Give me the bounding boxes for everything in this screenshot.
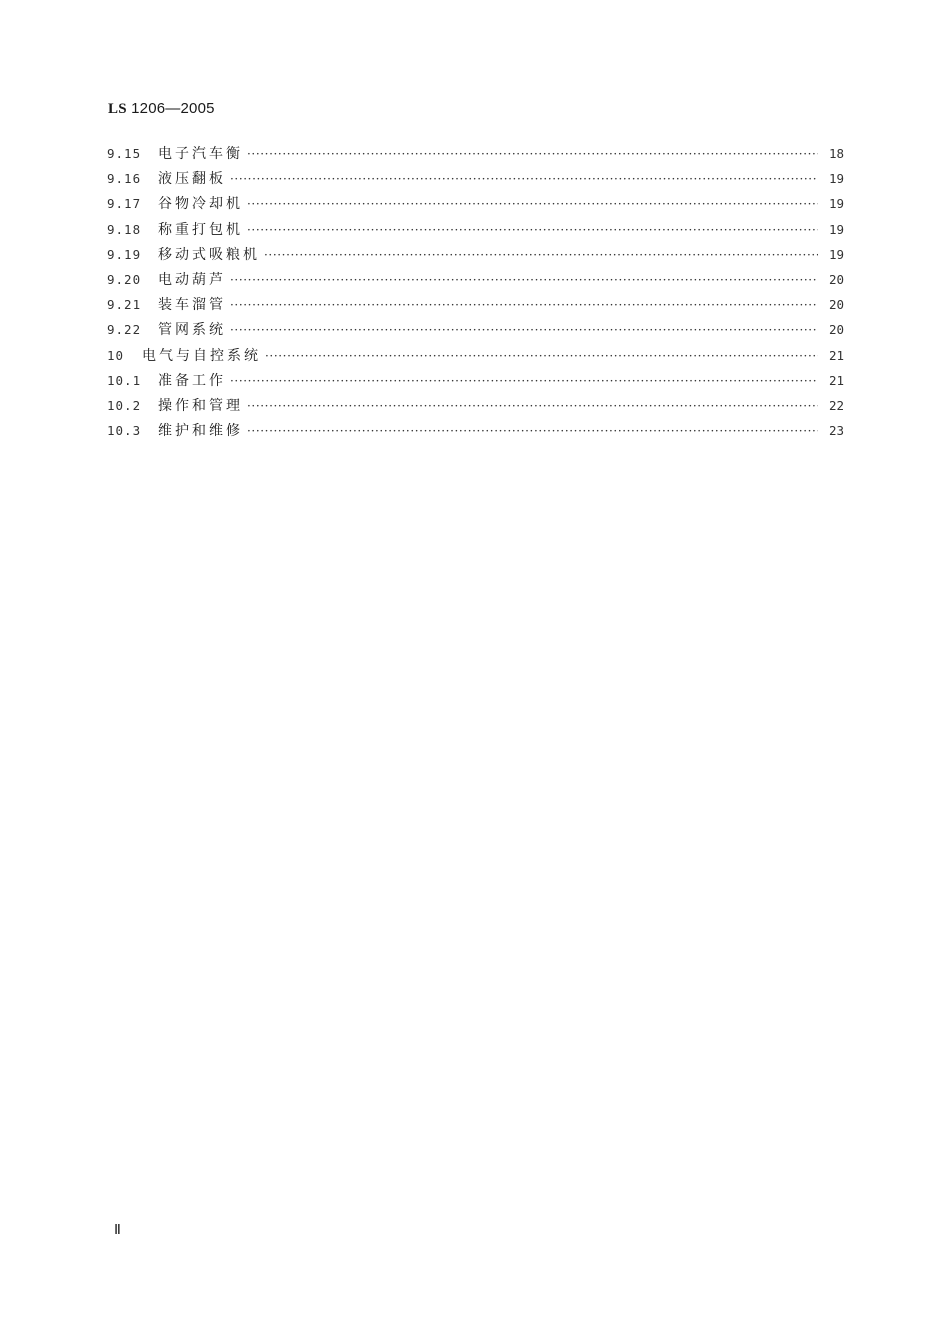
toc-section-title: 维护和维修 <box>158 423 243 440</box>
document-code-header <box>108 100 215 118</box>
table-of-contents <box>107 143 844 445</box>
toc-entry[interactable] <box>107 193 844 218</box>
toc-section-title: 准备工作 <box>158 372 226 389</box>
toc-dot-leader <box>230 323 818 337</box>
toc-entry[interactable] <box>107 420 844 445</box>
toc-dot-leader <box>247 424 818 438</box>
toc-dot-leader <box>247 399 818 413</box>
toc-section-title: 操作和管理 <box>158 397 243 414</box>
toc-section-number: 9.15 <box>107 146 142 161</box>
toc-dot-leader <box>230 298 818 312</box>
toc-entry[interactable] <box>107 219 844 244</box>
toc-section-number: 9.17 <box>107 196 142 212</box>
standard-number: 1206—2005 <box>131 100 215 117</box>
toc-entry[interactable] <box>107 294 844 319</box>
toc-section-title: 管网系统 <box>158 322 226 339</box>
toc-page-number: 22 <box>828 397 844 413</box>
toc-dot-leader <box>230 374 818 388</box>
toc-page-number: 20 <box>828 322 844 338</box>
toc-section-title: 电气与自控系统 <box>142 347 261 364</box>
toc-dot-leader <box>247 197 818 211</box>
toc-page-number: 20 <box>828 271 844 287</box>
standard-prefix: LS <box>108 101 127 117</box>
toc-section-title: 谷物冷却机 <box>158 196 243 213</box>
toc-section-number: 10.1 <box>107 372 142 388</box>
toc-section-number: 10.3 <box>107 423 142 439</box>
toc-page-number: 21 <box>828 372 844 388</box>
toc-dot-leader <box>264 248 818 262</box>
toc-entry[interactable] <box>107 244 844 269</box>
toc-entry[interactable] <box>107 168 844 193</box>
toc-dot-leader <box>230 273 818 287</box>
toc-entry[interactable] <box>107 395 844 420</box>
toc-dot-leader <box>247 147 818 161</box>
toc-entry[interactable] <box>107 370 844 395</box>
toc-page-number: 20 <box>828 297 844 313</box>
toc-page-number: 23 <box>828 423 844 439</box>
toc-section-title: 电动葫芦 <box>158 271 226 288</box>
toc-entry[interactable] <box>107 345 844 370</box>
toc-section-number: 9.21 <box>107 297 142 313</box>
toc-page-number: 19 <box>828 196 844 212</box>
toc-entry[interactable] <box>107 319 844 344</box>
toc-section-title: 液压翻板 <box>158 171 226 188</box>
toc-section-title: 移动式吸粮机 <box>158 246 260 263</box>
toc-section-number: 10.2 <box>107 397 142 413</box>
toc-section-number: 9.20 <box>107 271 142 287</box>
toc-page-number: 19 <box>828 221 844 237</box>
toc-section-number: 9.19 <box>107 246 142 262</box>
toc-entry[interactable] <box>107 269 844 294</box>
toc-section-title: 称重打包机 <box>158 221 243 238</box>
toc-page-number: 18 <box>828 146 844 161</box>
toc-page-number: 19 <box>828 246 844 262</box>
toc-page-number: 19 <box>828 171 844 187</box>
toc-dot-leader <box>247 223 818 237</box>
toc-section-title: 电子汽车衡 <box>158 146 243 162</box>
toc-section-number: 10 <box>107 347 125 363</box>
page-number-footer: Ⅱ <box>114 1223 121 1238</box>
toc-section-number: 9.18 <box>107 221 142 237</box>
toc-section-title: 装车溜管 <box>158 297 226 314</box>
toc-section-number: 9.22 <box>107 322 142 338</box>
toc-dot-leader <box>265 349 818 363</box>
toc-dot-leader <box>230 172 818 186</box>
toc-entry[interactable] <box>107 143 844 168</box>
toc-page-number: 21 <box>828 347 844 363</box>
toc-section-number: 9.16 <box>107 171 142 187</box>
